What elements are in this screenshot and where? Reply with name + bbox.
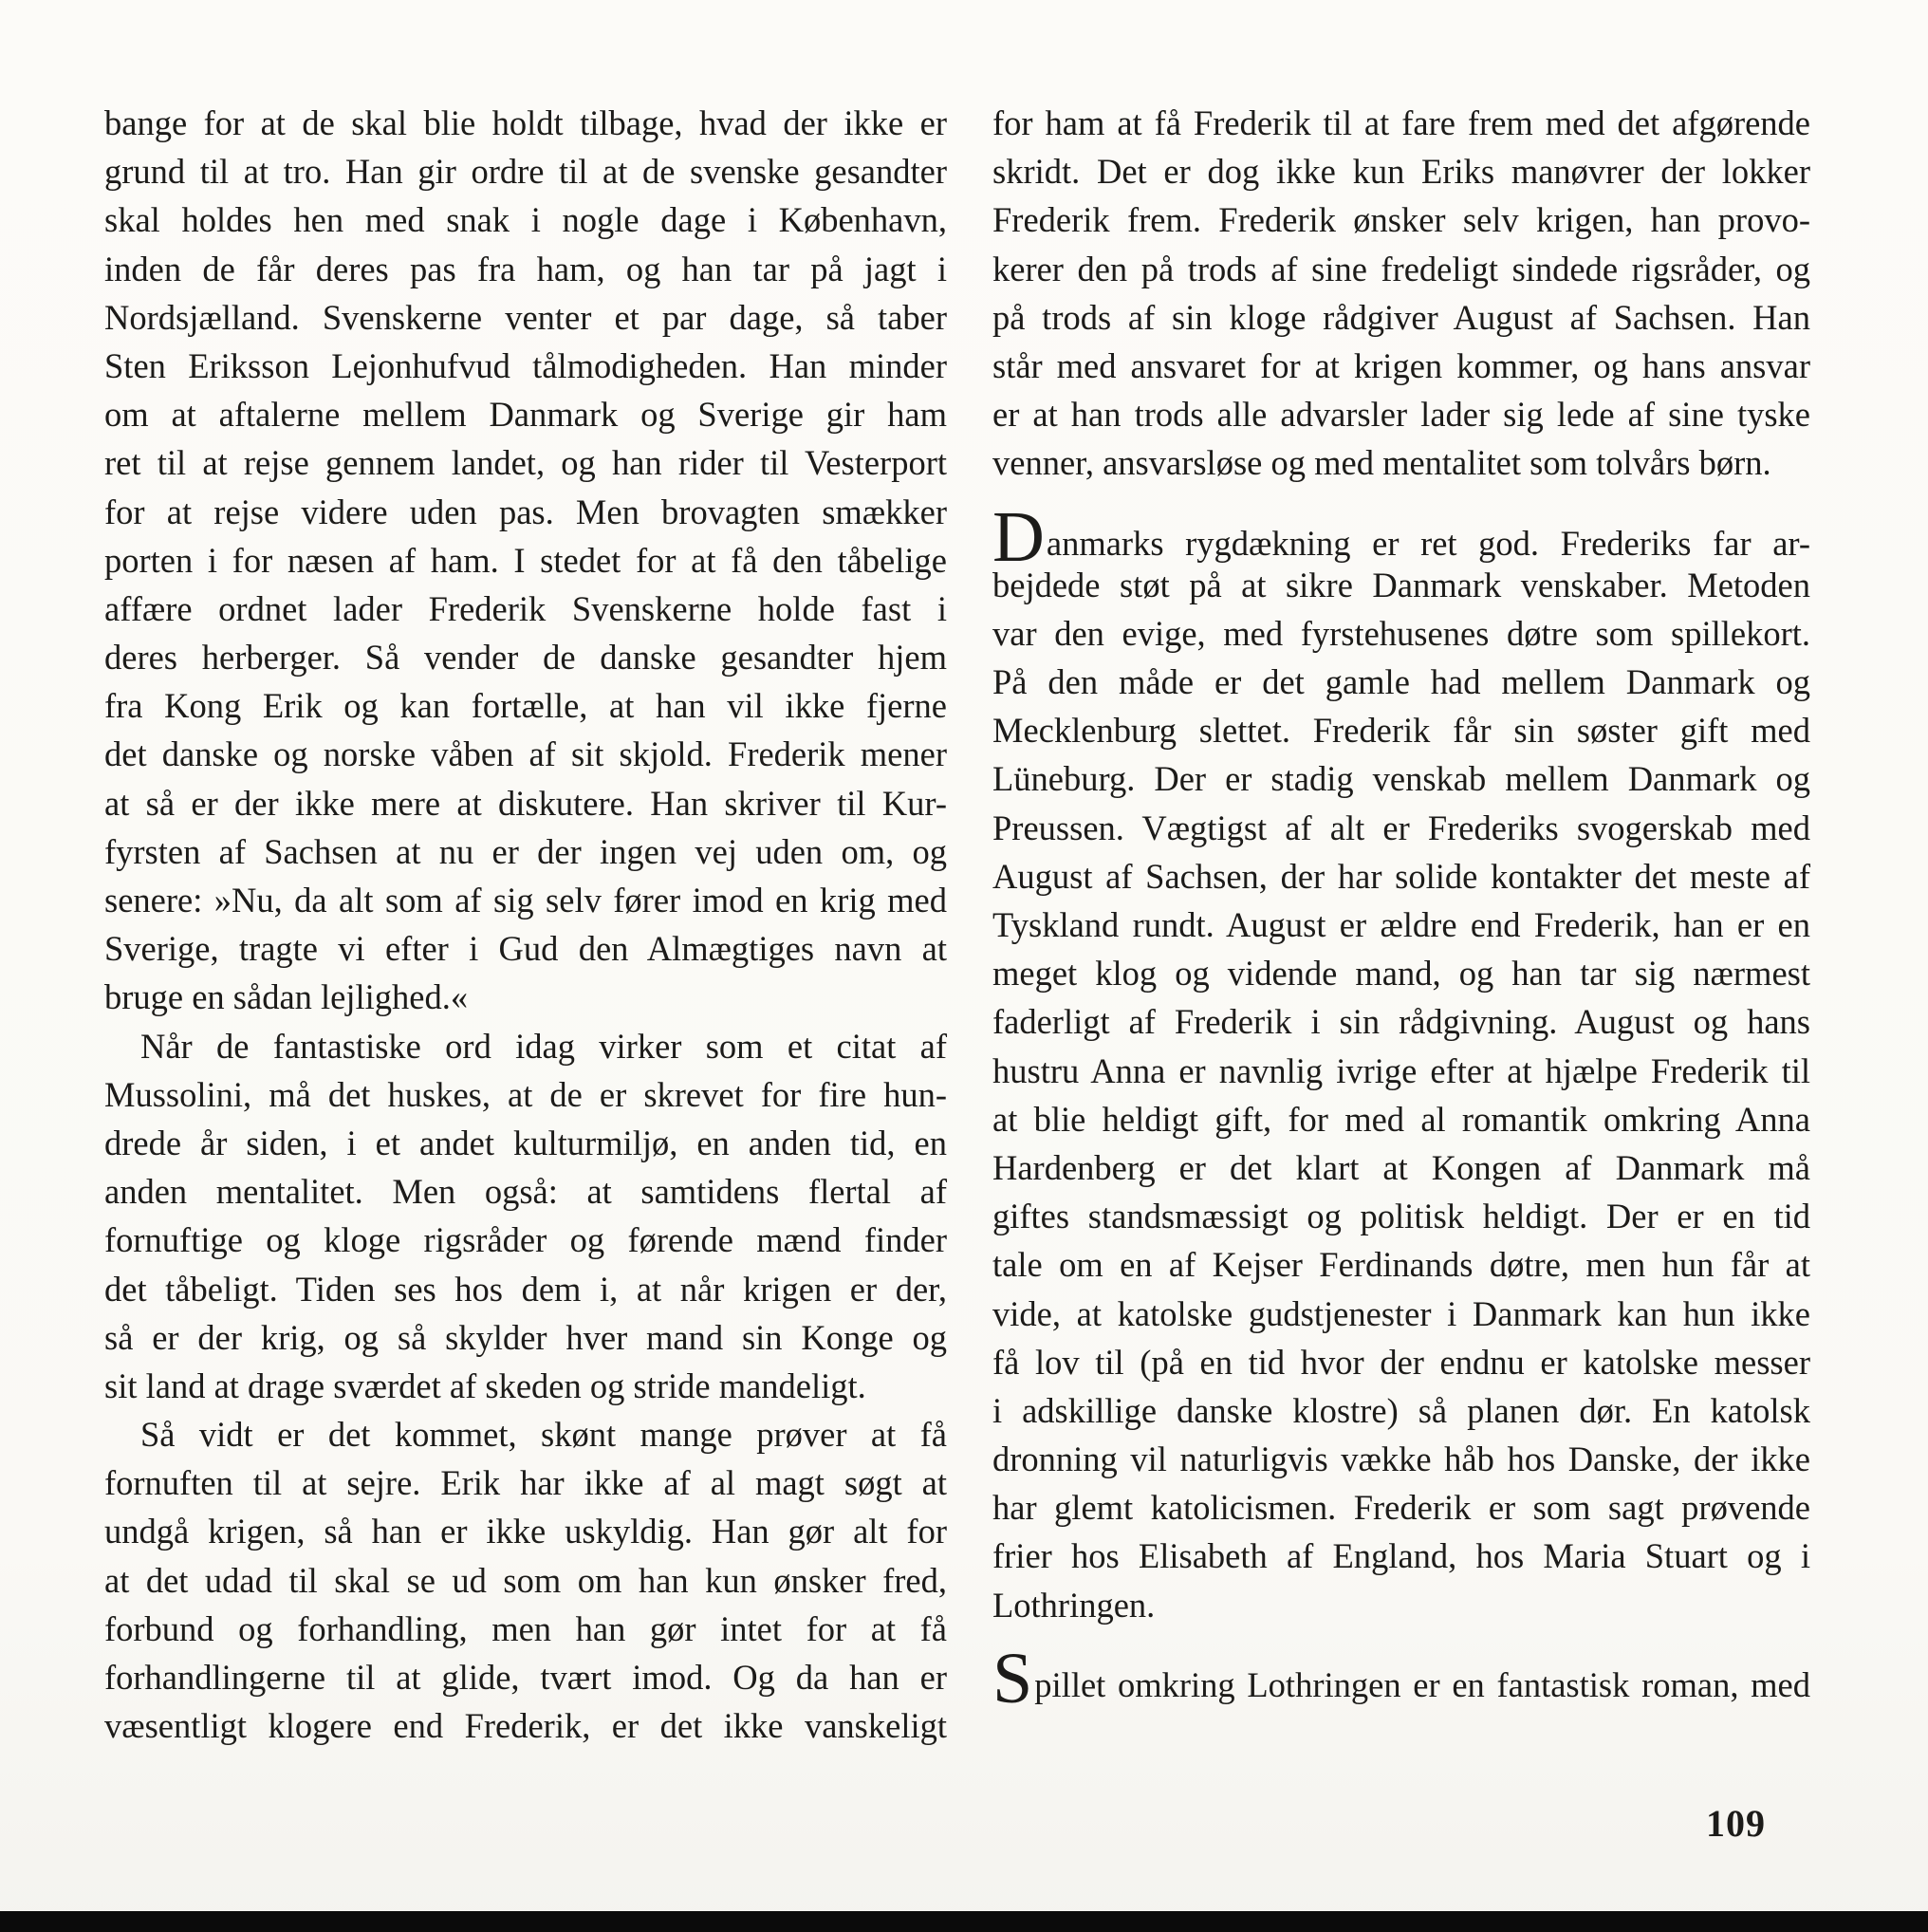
text-line: skridt. Det er dog ikke kun Eriks manøvrer der lokker [992,152,1810,192]
text-line: på trods af sin kloge rådgiver August af Sachsen. Han [992,297,1810,337]
text-line: står med ansvaret for at krigen kommer, og hans ansvar [992,345,1810,385]
text-line: forbund og forhandling, men han gør intet for at få [104,1608,947,1648]
text-line: Hardenberg er det klart at Kongen af Danmark må [992,1147,1810,1187]
paragraph-body [992,561,1810,1629]
text-line: sit land at drage sværdet af skeden og stride mandeligt. [104,1365,866,1405]
text-line: få lov til (på en tid hvor der endnu er katolske messer [992,1342,1810,1382]
text-line: det danske og norske våben af sit skjold. Frederik mener [104,734,947,774]
text-line: for at rejse videre uden pas. Men brovagten smækker [104,492,947,531]
text-line: Så vidt er det kommet, skønt mange prøver at få [140,1415,947,1455]
text-line: så er der krig, og så skylder hver mand sin Konge og [104,1317,947,1357]
text-line: væsentligt klogere end Frederik, er det ikke vanskeligt [104,1706,947,1746]
text-line: at blie heldigt gift, for med al romantik omkring Anna [992,1099,1810,1139]
text-line: faderligt af Frederik i sin rådgivning. August og hans [992,1002,1810,1042]
text-line: porten i for næsen af ham. I stedet for at få den tåbelige [104,540,947,580]
text-line: anden mentalitet. Men også: at samtidens flertal af [104,1172,947,1212]
text-line: Lothringen. [992,1585,1156,1625]
text-line: frier hos Elisabeth af England, hos Maria Stuart og i [992,1536,1810,1576]
text-line: vide, at katolske gudstjenester i Danmark kan hun ikke [992,1293,1810,1333]
drop-cap: S [992,1638,1033,1718]
text-line: tale om en af Kejser Ferdinands døtre, men hun får at [992,1245,1810,1285]
text-line: var den evige, med fyrstehusenes døtre som spillekort. [992,613,1810,653]
first-line-text: pillet omkring Lothringen er en fantastisk roman, med [1034,1664,1810,1704]
text-line: for ham at få Frederik til at fare frem med det afgørende [992,103,1810,142]
text-line: inden de får deres pas fra ham, og han tar på jagt i [104,249,947,288]
text-line: fornuften til at sejre. Erik har ikke af al magt søgt at [104,1463,947,1503]
text-line: i adskillige danske klostre) så planen dør. En katolsk [992,1390,1810,1430]
right-text-column [992,99,1810,1718]
first-line-text: anmarks rygdækning er ret god. Frederiks far ar- [1046,523,1810,563]
text-line: affære ordnet lader Frederik Svenskerne holde fast i [104,588,947,628]
page-bottom-edge [0,1911,1928,1932]
text-line: grund til at tro. Han gir ordre til at de svenske gesandter [104,152,947,192]
text-line: dronning vil naturligvis vække håb hos Danske, der ikke [992,1440,1810,1479]
text-line: bange for at de skal blie holdt tilbage, hvad der ikke er [104,103,947,142]
text-line [992,1638,1810,1718]
text-line: undgå krigen, så han er ikke uskyldig. Han gør alt for [104,1512,947,1551]
text-line: Nordsjælland. Svenskerne venter et par dage, så taber [104,297,947,337]
text-line: Når de fantastiske ord idag virker som et citat af [140,1026,947,1066]
text-line: forhandlingerne til at glide, tvært imod. Og da han er [104,1658,947,1697]
text-line: Lüneburg. Der er stadig venskab mellem Danmark og [992,759,1810,799]
text-line: kerer den på trods af sine fredeligt sindede rigsråder, og [992,249,1810,288]
text-line: Mecklenburg slettet. Frederik får sin søster gift med [992,711,1810,751]
paragraph-gap [992,488,1810,512]
text-line: drede år siden, i et andet kulturmiljø, en anden tid, en [104,1123,947,1162]
text-line: om at aftalerne mellem Danmark og Sverige gir ham [104,395,947,435]
paragraph-frederik-war [992,99,1810,488]
text-line: at det udad til skal se ud som om han kun ønsker fred, [104,1560,947,1600]
text-line: venner, ansvarsløse og med mentalitet som tolvårs børn. [992,443,1771,483]
text-line: det tåbeligt. Tiden ses hos dem i, at når krigen er der, [104,1269,947,1309]
text-line: Frederik frem. Frederik ønsker selv krigen, han provo- [992,200,1810,240]
text-line: skal holdes hen med snak i nogle dage i København, [104,200,947,240]
text-line: Sten Eriksson Lejonhufvud tålmodigheden. Han minder [104,345,947,385]
text-line: Mussolini, må det huskes, at de er skrevet for fire hun- [104,1074,947,1114]
text-line: fra Kong Erik og kan fortælle, at han vil ikke fjerne [104,686,947,726]
text-line: meget klog og vidende mand, og han tar sig nærmest [992,954,1810,994]
text-line: bruge en sådan lejlighed.« [104,977,469,1017]
text-line: August af Sachsen, der har solide kontakter det meste af [992,856,1810,896]
text-line: fyrsten af Sachsen at nu er der ingen vej uden om, og [104,831,947,871]
text-line: senere: »Nu, da alt som af sig selv fører imod en krig med [104,881,947,920]
left-text-column [104,99,947,1750]
text-line: deres herberger. Så vender de danske gesandter hjem [104,638,947,678]
text-line: hustru Anna er navnlig ivrige efter at hjælpe Frederik til [992,1050,1810,1090]
text-line: at så er der ikke mere at diskutere. Han skriver til Kur- [104,783,947,823]
text-line: bejdede støt på at sikre Danmark venskaber. Metoden [992,565,1810,604]
text-line: På den måde er det gamle had mellem Danmark og [992,662,1810,702]
page-number: 109 [1706,1802,1766,1845]
text-line: fornuftige og kloge rigsråder og førende mænd finder [104,1220,947,1260]
text-line: Sverige, tragte vi efter i Gud den Almægtiges navn at [104,929,947,969]
text-line: er at han trods alle advarsler lader sig lede af sine tyske [992,395,1810,435]
text-line: Preussen. Vægtigst af alt er Frederiks svogerskab med [992,808,1810,847]
paragraph-danmarks-rygdaekning [992,496,1810,1629]
text-line: giftes standsmæssigt og politisk heldigt. Der er en tid [992,1197,1810,1236]
drop-cap: D [992,496,1045,577]
text-line: ret til at rejse gennem landet, og han rider til Vesterport [104,443,947,483]
text-line: har glemt katolicismen. Frederik er som sagt prøvende [992,1488,1810,1528]
paragraph-spillet [992,1638,1810,1718]
paragraph-gap [992,1629,1810,1654]
text-line [992,496,1810,577]
text-line: Tyskland rundt. August er ældre end Frederik, han er en [992,905,1810,944]
